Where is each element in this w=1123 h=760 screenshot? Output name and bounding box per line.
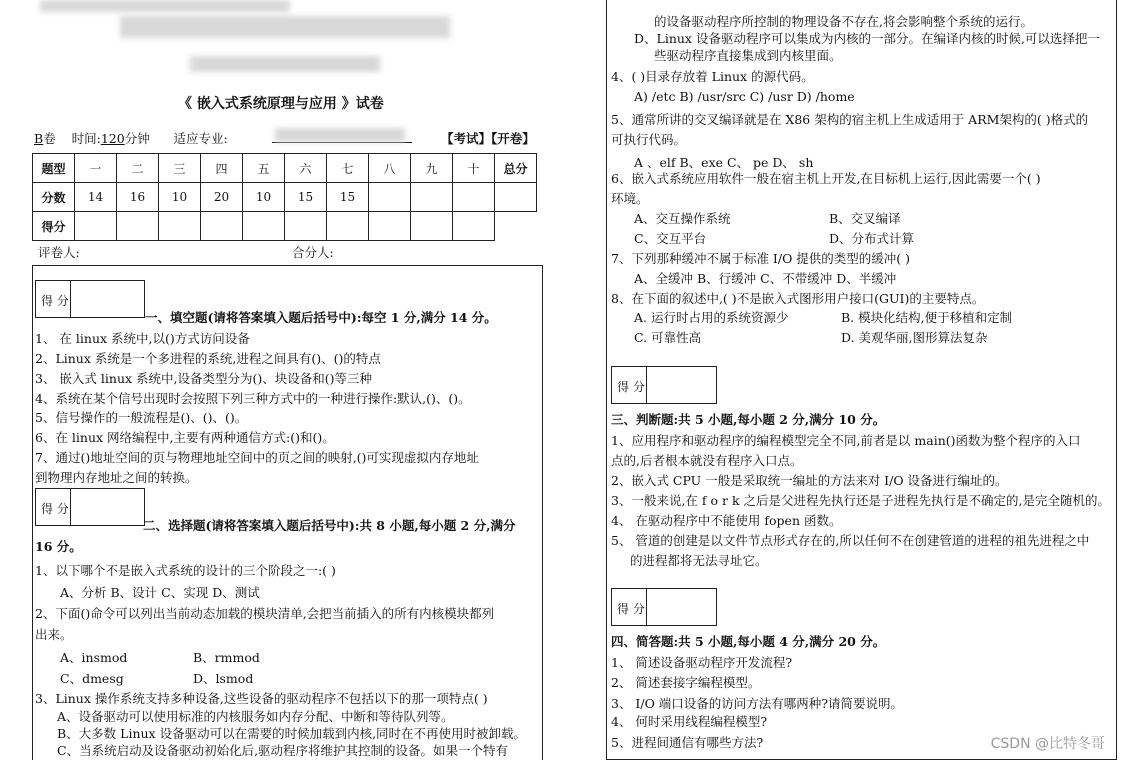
- score-box: 得 分: [611, 366, 717, 404]
- question: 3、一般来说,在 f o r k 之后是父进程先执行还是子进程先执行是不确定的,是完全随机的。: [611, 493, 1110, 508]
- score-table-header: 一: [75, 154, 117, 183]
- score-box: 得 分: [35, 280, 145, 318]
- option: D. 美观华丽,图形算法复杂: [841, 330, 988, 345]
- score-table-header: 三: [159, 154, 201, 183]
- score-table-header: 七: [327, 154, 369, 183]
- option: A、设备驱动可以使用标准的内核服务如内存分配、中断和等待队列等。: [57, 709, 454, 724]
- major-blank: [272, 142, 412, 143]
- score-table-header: 四: [201, 154, 243, 183]
- score-table-cell: [285, 212, 327, 241]
- score-table-header: 题型: [33, 154, 75, 183]
- question: 7、下列那种缓冲不属于标准 I/O 提供的类型的缓冲( ): [611, 251, 911, 266]
- option: C、当系统启动及设备驱动初始化后,驱动程序将维护其控制的设备。如果一个特有: [57, 743, 509, 758]
- score-table-cell: [201, 212, 243, 241]
- option: D、lsmod: [193, 671, 254, 686]
- question: 3、Linux 操作系统支持多种设备,这些设备的驱动程序不包括以下的那一项特点( ): [35, 691, 488, 706]
- option: D、Linux 设备驱动程序可以集成为内核的一部分。在编译内核的时候,可以选择把一: [634, 31, 1100, 46]
- question: 点的,后者根本就没有程序入口点。: [611, 453, 803, 468]
- score-table-cell: [159, 212, 201, 241]
- score-table-cell: 14: [75, 183, 117, 212]
- score-table-header: 五: [243, 154, 285, 183]
- section-1-title: 一、填空题(请将答案填入题后括号中):每空 1 分,满分 14 分。: [145, 310, 497, 325]
- question: 1、 在 linux 系统中,以()方式访问设备: [35, 331, 250, 346]
- score-table-cell: [369, 183, 411, 212]
- question: 5、通常所讲的交叉编译就是在 X86 架构的宿主机上生成适用于 ARM架构的( )格式的: [611, 112, 1089, 127]
- score-box: 得 分: [35, 488, 145, 526]
- score-table-cell: [327, 212, 369, 241]
- option: C. 可靠性高: [634, 330, 702, 345]
- question: 2、嵌入式 CPU 一般是采取统一编址的方法来对 I/O 设备进行编址的。: [611, 473, 1008, 488]
- reviewer-label: 评卷人:: [38, 245, 80, 260]
- options: A、分析 B、设计 C、实现 D、测试: [60, 585, 260, 600]
- score-table-cell: [117, 212, 159, 241]
- question: 4、( )目录存放着 Linux 的源代码。: [611, 69, 814, 84]
- score-table-cell: 15: [285, 183, 327, 212]
- score-table-row-label: 得分: [33, 212, 75, 241]
- score-box: 得 分: [611, 588, 717, 626]
- question: 1、应用程序和驱动程序的编程模型完全不同,前者是以 main()函数为整个程序的入口: [611, 433, 1081, 448]
- question: 3、 I/O 端口设备的访问方法有哪两种?请简要说明。: [611, 696, 903, 711]
- option: A、交互操作系统: [634, 211, 731, 226]
- option: A、insmod: [60, 650, 128, 665]
- question: 3、 嵌入式 linux 系统中,设备类型分为()、块设备和()等三种: [35, 371, 373, 386]
- option-cont: 些驱动程序直接集成到内核里面。: [654, 48, 842, 63]
- option: B、rmmod: [193, 650, 260, 665]
- options: A、全缓冲 B、行缓冲 C、不带缓冲 D、半缓冲: [634, 271, 897, 286]
- exam-tags: 【考试】【开卷】: [441, 131, 535, 146]
- score-table-cell: [243, 212, 285, 241]
- question: 2、Linux 系统是一个多进程的系统,进程之间具有()、()的特点: [35, 351, 381, 366]
- question: 5、 管道的创建是以文件节点形式存在的,所以任何不在创建管道的进程的祖先进程之中: [611, 533, 1090, 548]
- question: 7、通过()地址空间的页与物理地址空间中的页之间的映射,()可实现虚拟内存地址: [35, 450, 479, 465]
- option: C、dmesg: [60, 671, 124, 686]
- exam-title: 《 嵌入式系统原理与应用 》试卷: [178, 96, 384, 112]
- score-table-row-label: 分数: [33, 183, 75, 212]
- volume: B: [34, 131, 44, 146]
- question: 4、 何时采用线程编程模型?: [611, 714, 768, 729]
- score-table-cell: 15: [327, 183, 369, 212]
- score-table-cell: [369, 212, 411, 241]
- score-table-header: 六: [285, 154, 327, 183]
- score-table-cell: [453, 212, 495, 241]
- score-table-cell: 20: [201, 183, 243, 212]
- question: 8、在下面的叙述中,( )不是嵌入式图形用户接口(GUI)的主要特点。: [611, 291, 985, 306]
- question: 到物理内存地址之间的转换。: [35, 470, 198, 485]
- question: 可执行代码。: [611, 132, 687, 147]
- option: D、分布式计算: [829, 231, 915, 246]
- options: A) /etc B) /usr/src C) /usr D) /home: [634, 89, 855, 104]
- option: B、大多数 Linux 设备驱动可以在需要的时候加载到内核,同时在不再使用时被卸载。: [57, 726, 527, 741]
- question: 2、 简述套接字编程模型。: [611, 675, 761, 690]
- score-table-cell: 10: [243, 183, 285, 212]
- question: 6、嵌入式系统应用软件一般在宿主机上开发,在目标机上运行,因此需要一个( ): [611, 171, 1041, 186]
- section-4-title: 四、简答题:共 5 小题,每小题 4 分,满分 20 分。: [611, 634, 886, 649]
- score-table-header: 八: [369, 154, 411, 183]
- score-table-cell: [495, 183, 537, 212]
- question: 4、系统在某个信号出现时会按照下列三种方式中的一种进行操作:默认,()、()。: [35, 391, 471, 406]
- blurred-header: [40, 0, 290, 12]
- score-table-cell: [411, 212, 453, 241]
- score-table-cell: [411, 183, 453, 212]
- blurred-header: [120, 16, 450, 38]
- score-table-header: 总分: [495, 154, 537, 183]
- question: 的进程都将无法寻址它。: [630, 553, 768, 568]
- score-table-cell: 10: [159, 183, 201, 212]
- options: A 、elf B、exe C、 pe D、 sh: [634, 155, 814, 170]
- question: 出来。: [35, 627, 73, 642]
- score-table-header: 二: [117, 154, 159, 183]
- question: 2、下面()命令可以列出当前动态加载的模块清单,会把当前插入的所有内核模块都列: [35, 606, 495, 621]
- option: A. 运行时占用的系统资源少: [634, 310, 789, 325]
- blurred-header: [190, 56, 380, 72]
- score-table-header: 九: [411, 154, 453, 183]
- question: 1、 简述设备驱动程序开发流程?: [611, 655, 793, 670]
- question: 1、以下哪个不是嵌入式系统的设计的三个阶段之一:( ): [35, 563, 336, 578]
- exam-meta: B卷 时间:120分钟 适应专业:: [34, 131, 228, 146]
- score-table-cell: [75, 212, 117, 241]
- blurred-major: [275, 128, 405, 142]
- adder-label: 合分人:: [292, 245, 334, 260]
- question: 环境。: [611, 191, 649, 206]
- section-3-title: 三、判断题:共 5 小题,每小题 2 分,满分 10 分。: [611, 412, 886, 427]
- watermark: CSDN @比特冬哥: [990, 736, 1105, 752]
- question: 6、在 linux 网络编程中,主要有两种通信方式:()和()。: [35, 430, 335, 445]
- section-2-title-cont: 16 分。: [35, 539, 82, 554]
- question: 4、 在驱动程序中不能使用 fopen 函数。: [611, 513, 842, 528]
- score-table-header: 十: [453, 154, 495, 183]
- question: 5、信号操作的一般流程是()、()、()。: [35, 410, 248, 425]
- option: C、交互平台: [634, 231, 707, 246]
- time-value: 120: [100, 131, 125, 146]
- option-cont: 的设备驱动程序所控制的物理设备不存在,将会影响整个系统的运行。: [654, 14, 1033, 29]
- option: B、交叉编译: [829, 211, 901, 226]
- score-table: [32, 153, 537, 241]
- option: B. 模块化结构,便于移植和定制: [841, 310, 1013, 325]
- score-table-cell: 16: [117, 183, 159, 212]
- section-2-title: 二、选择题(请将答案填入题后括号中):共 8 小题,每小题 2 分,满分: [143, 518, 516, 533]
- question: 5、进程间通信有哪些方法?: [611, 735, 764, 750]
- score-table-cell: [453, 183, 495, 212]
